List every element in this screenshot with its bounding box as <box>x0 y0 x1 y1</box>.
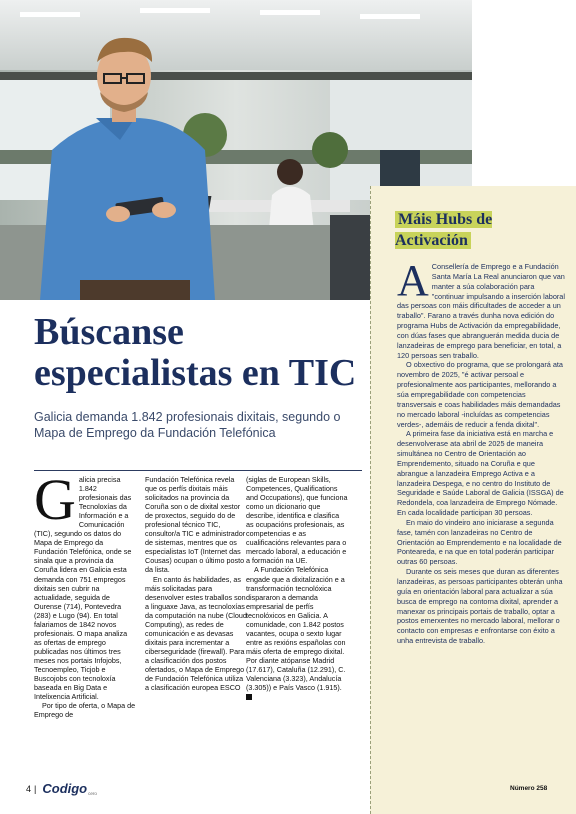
page-number: 4 <box>26 783 32 794</box>
article-column-2 <box>145 475 247 692</box>
sidebar-paragraph: Durante os seis meses que duran as diferentes lanzadeiras, as persoas participantes obterán unha guía en orientación laboral para actualizar a súa busca de emprego na contorna dixital, aprender a manexar os principais portais de traballo, optar a postos emerxentes no mercado laboral, mellorar o contacto con empresas e enfrontarse con éxito a unha entrevista de traballo. <box>397 567 563 646</box>
article-title: Búscanse especialistas en TIC <box>34 311 357 394</box>
end-mark-icon <box>246 694 252 700</box>
body-paragraph: (siglas de European Skills, Competences, Qualifications and Occupations), que funciona como un dicionario que describe, identifica e clasifica as ocupacións profesionais, as competencias e as cualificacións relevantes para o mercado laboral, a educación e a formación na UE. <box>246 475 348 566</box>
article-column-1 <box>34 467 136 720</box>
body-paragraph: Fundación Telefónica revela que os perfís dixitais máis solicitados na provincia da Coruña son o de dixital xestor de proxectos, seguido do de profesional técnico TIC, consultor/a TIC e administrador de sistemas, mentres que os especialistas IoT (Internet das Cousas) ocupan o último posto da lista. <box>145 475 246 575</box>
footer-left <box>26 781 97 796</box>
body-paragraph: Por tipo de oferta, o Mapa de Emprego de <box>34 701 136 720</box>
magazine-logo: Codigo <box>42 781 88 796</box>
body-paragraph: En canto ás habilidades, as máis solicitadas para desenvolver estes traballos son a linguaxe Java, as tecnoloxías da computación na nube (Cloud Computing), as redes de comunicación e as devasas dixitais para incrementar a ciberseguridade (firewall). Para a clasificación dos postos ofertados, o Mapa de Emprego de Fundación Telefónica utiliza a clasificación europea ESCO <box>145 574 247 693</box>
column-divider <box>34 470 362 471</box>
issue-number: Número 258 <box>510 785 548 792</box>
footer-separator: | <box>34 783 37 794</box>
sidebar-paragraph: En maio do vindeiro ano iniciarase a segunda fase, tamén con lanzadeiras no Centro de Orientación ao Emprendemento e na localidade de Ponteareda, e na que en total poderán participar outras 60 persoas. <box>397 517 562 567</box>
sidebar-paragraph: O obxectivo do programa, que se prolongará ata novembro de 2025, "é activar persoal e profesionalmente aos participantes, mellorando a súa empregabilidade con competencias transversais e coas habilidades máis demandadas no mercado laboral -incluídas as competencias verdes-, ademáis de reducir a fenda dixital". <box>397 360 563 429</box>
sidebar-title: Máis Hubs de Activación <box>395 211 493 249</box>
sidebar-paragraph: A primeira fase da iniciativa está en marcha e desenvolverase ata abril de 2025 de maneira simultánea no Centro de Orientación ao Emprendemento, situado na Coruña e que abrangue a lanzadeira Emprego Activa e a lanzadeira Despega, e no centro do Instituto de Seguridade e Saúde Laboral de Galicia (ISSGA) de Redondela, coa lanzadeira de Emprego Nómade. En cada localidade participan 30 persoas. <box>397 429 564 518</box>
sidebar-body <box>397 256 565 646</box>
body-paragraph: A Fundación Telefónica engade que a dixitalización e a transformación tecnolóxica dispararon a demanda empresarial de perfís tecnolóxicos en Galicia. A comunidade, con 1.842 postos vacantes, ocupa o sexto lugar entre as rexións españolas con máis oferta de emprego dixital. Por diante atópanse Madrid (17.617), Cataluña (12.291), C. Valenciana (3.323), Andalucía (3.305)) e País Vasco (1.915). <box>246 565 348 701</box>
body-paragraph: Galicia precisa 1.842 profesionais das Tecnoloxías da Información e a Comunicación (TIC), segundo os datos do Mapa de Emprego da Fundación Telefónica, onde se sinala que a provincia da Coruña lidera en Galicia esta demanda con 751 empregos dixitais sen cubrir na actualidade, seguida de Ourense (714), Pontevedra (283) e Lugo (94). En total falariamos de 1842 novos profesionais. O mapa analiza as ofertas de emprego publicadas nos últimos tres meses nos portais Infojobs, Tecnoempleo, Ticjob e Buscojobs con tecnoloxía baseada en Big Data e Intelixencia Artificial. <box>34 467 132 702</box>
article-column-3 <box>246 475 348 701</box>
magazine-logo-sub: cero <box>88 791 97 796</box>
sidebar-paragraph: A Consellería de Emprego e a Fundación Santa María La Real anunciaron que van manter a súa colaboración para "continuar impulsando a inserción laboral das persoas con máis dificultades de acceder a un traballo". Farano a través dunha nova edición do programa Hubs de Activación da empregabilidade, con dúas fases que abranguerán medida ducia de lanzadeiras de emprego para beneficiar, en total, a 120 persoas sen traballo. <box>397 256 565 360</box>
article-subtitle: Galicia demanda 1.842 profesionais dixitais, segundo o Mapa de Emprego da Fundación Telefónica <box>34 410 341 440</box>
sidebar-dropcap: A <box>397 256 429 305</box>
article-dropcap: G <box>34 467 76 532</box>
